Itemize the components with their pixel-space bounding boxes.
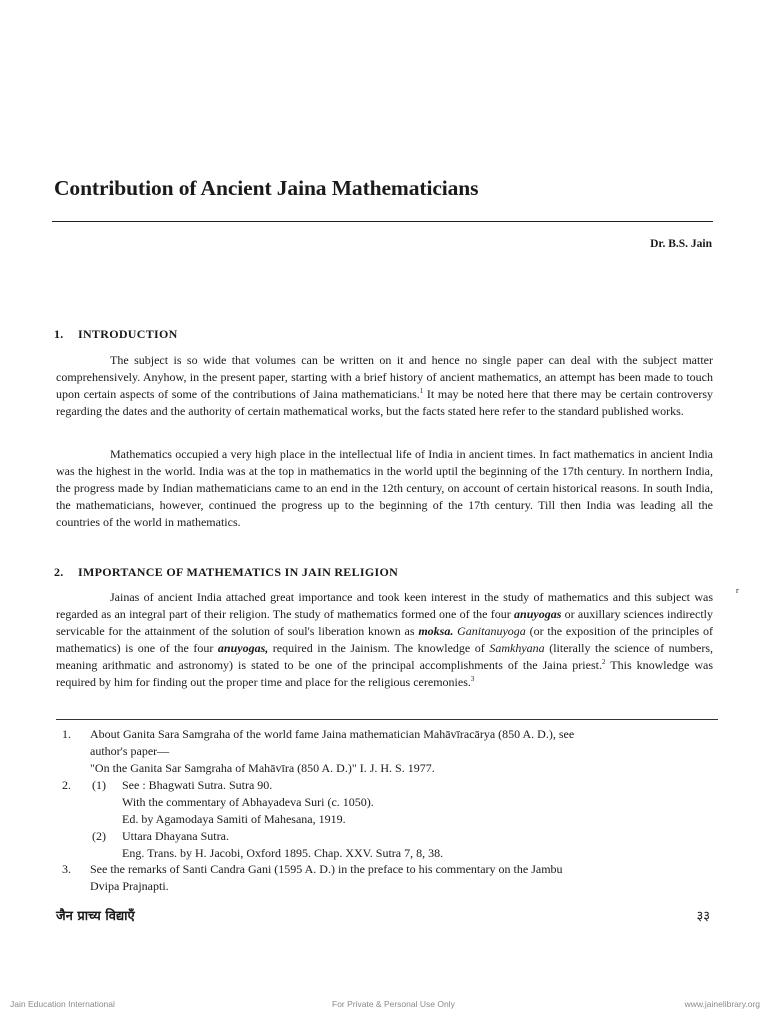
footnote-number: 2.: [62, 778, 71, 792]
intro-paragraph-1: [56, 352, 713, 420]
term-samkhyana: Samkhyana: [489, 641, 545, 655]
footnote-text: author's paper—: [90, 744, 170, 758]
watermark-link[interactable]: www.jainelibrary.org: [684, 999, 760, 1009]
section-heading-importance: [54, 565, 398, 580]
footnote-sub-number: (2): [92, 829, 106, 843]
section-heading-introduction: [54, 327, 178, 342]
term-anuyogas: anuyogas: [514, 607, 562, 621]
term-ganitanuyoga: Ganitanuyoga: [457, 624, 526, 638]
paragraph-text: The subject is so wide that volumes can be written on it and hence no single paper can deal with the subject matter comprehensively. Anyhow, in the present paper, starting with a brief history of ancient mathematics, an attempt has been made to touch upon certain aspects of some of the contributions of Jaina mathematicians.: [56, 353, 713, 401]
stray-mark: r: [736, 586, 739, 595]
intro-paragraph-2: [56, 446, 713, 531]
section-number: 1.: [54, 327, 64, 341]
paragraph-text: required in the Jainism. The knowledge of: [268, 641, 490, 655]
footnote-sub-number: (1): [92, 778, 106, 792]
paragraph-text: This knowledge was required by him for finding out the proper time and place for the religious ceremonies.: [56, 658, 713, 689]
footnote-divider: [56, 719, 718, 720]
footnote-text: See : Bhagwati Sutra. Sutra 90.: [122, 778, 273, 792]
footnote-text: With the commentary of Abhayadeva Suri (c. 1050).: [122, 795, 374, 809]
footnote-ref: 1: [419, 387, 424, 395]
watermark-left: Jain Education International: [10, 999, 115, 1009]
title-divider: [52, 221, 713, 222]
paragraph-text: or auxillary sciences indirectly servicable for the attainment of the solution of soul's liberation known as: [56, 607, 714, 638]
footnote-text: "On the Ganita Sar Samgraha of Mahāvīra (850 A. D.)" I. J. H. S. 1977.: [90, 761, 435, 775]
term-anuyogas: anuyogas,: [217, 641, 269, 655]
watermark-center: For Private & Personal Use Only: [332, 999, 455, 1009]
footnote-number: 3.: [62, 862, 71, 876]
section-title: INTRODUCTION: [78, 327, 178, 341]
section-title: IMPORTANCE OF MATHEMATICS IN JAIN RELIGION: [78, 565, 399, 579]
importance-paragraph: [56, 589, 713, 691]
footnote-text: About Ganita Sara Samgraha of the world fame Jaina mathematician Mahāvīracārya (850 A. D.), see: [90, 727, 575, 741]
term-moksa: moksa.: [418, 624, 454, 638]
footnote-ref: 3: [470, 675, 475, 683]
journal-name: जैन प्राच्य विद्याएँ: [56, 909, 135, 924]
footnote-text: Eng. Trans. by H. Jacobi, Oxford 1895. Chap. XXV. Sutra 7, 8, 38.: [122, 846, 444, 860]
footnote-text: See the remarks of Santi Candra Gani (1595 A. D.) in the preface to his commentary on the Jambu: [90, 862, 563, 876]
footnote-text: Dvipa Prajnapti.: [90, 879, 169, 893]
section-number: 2.: [54, 565, 64, 579]
paragraph-text: It may be noted here that there may be certain controversy regarding the dates and the authority of certain mathematical works, but the facts stated here refer to the standard published works.: [56, 387, 713, 418]
article-title: Contribution of Ancient Jaina Mathematicians: [54, 176, 479, 200]
footnote-text: Uttara Dhayana Sutra.: [122, 829, 229, 843]
footnote-number: 1.: [62, 727, 71, 741]
paragraph-text: (literally the science of numbers, meaning arithmatic and astronomy) is stated to be one of the principal accomplishments of the Jaina priest.: [56, 641, 713, 672]
footnote-ref: 2: [601, 658, 606, 666]
paragraph-text: Jainas of ancient India attached great importance and took keen interest in the study of mathematics and this subject was regarded as an integral part of their religion. The study of mathematics formed one of the four: [56, 590, 713, 621]
author-name: Dr. B.S. Jain: [650, 238, 712, 250]
paragraph-text: (or the exposition of the principles of mathematics) is one of the four: [56, 624, 713, 655]
page-number: ३३: [696, 909, 710, 924]
paragraph-text: Mathematics occupied a very high place in the intellectual life of India in ancient times. In fact mathematics in ancient India was the highest in the world. India was at the top in mathematics in the world uptil the beginning of the 17th century. In northern India, the progress made by Indian mathematicians came to an end in the 12th century, on account of certain historical reasons. In south India, the mathematicians, however, continued the progress up to the beginning of the 17th century. Till then India was leading all the countries of the world in mathematics.: [56, 447, 713, 529]
footnote-text: Ed. by Agamodaya Samiti of Mahesana, 1919.: [122, 812, 346, 826]
